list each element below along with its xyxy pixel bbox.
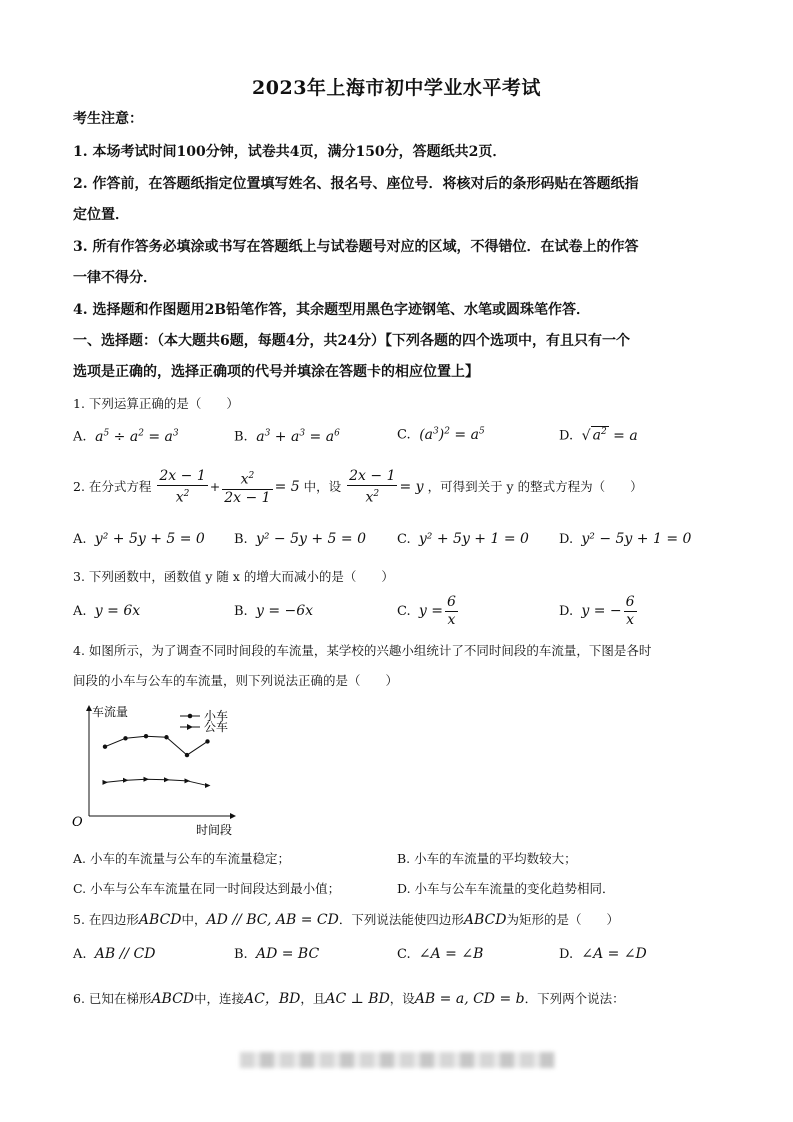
car-point-6 <box>205 739 209 743</box>
option-label: A. <box>73 604 87 619</box>
legend-marker-bus <box>187 724 193 730</box>
q3-option-d <box>559 594 639 629</box>
series-line-bus <box>105 779 208 785</box>
q2-stem-suffix: ，可得到关于 y 的整式方程为（ ） <box>427 478 643 494</box>
q3-option-d-formula: y = − <box>581 603 622 619</box>
q3-option-a-formula: y = 6x <box>94 603 141 619</box>
notice-line: 1. 本场考试时间100分钟，试卷共4页，满分150分，答题纸共2页． <box>73 144 507 160</box>
bus-point-6 <box>205 783 211 788</box>
q5-stem-mid: 中， <box>181 912 207 927</box>
q2-option-c <box>397 531 529 547</box>
traffic-chart <box>70 700 250 840</box>
q3-option-c <box>397 594 460 629</box>
option-label: D. <box>559 604 574 619</box>
q5-option-c-formula: ∠A = ∠B <box>418 946 484 962</box>
q3-option-a <box>73 603 140 619</box>
option-label: C. <box>397 947 411 962</box>
option-label: B. <box>234 532 248 547</box>
q4-option-a: A. 小车的车流量与公车的车流量稳定； <box>73 851 290 866</box>
q1-option-c-formula: $(a^3)^2 = a^5$ <box>414 426 485 443</box>
q1-option-b <box>234 428 340 445</box>
q6-stem-mid: ，且 <box>300 991 326 1006</box>
q1-option-d-formula: √ $a^2 = a$ <box>577 427 638 444</box>
q1-option-d <box>559 426 638 444</box>
q2-option-b-formula: y² − 5y + 5 = 0 <box>255 531 366 547</box>
notice-line: 4. 选择题和作图题用2B铅笔作答，其余题型用黑色字迹钢笔、水笔或圆珠笔作答． <box>73 302 591 318</box>
q1-option-a <box>73 428 179 445</box>
q5-stem <box>73 910 619 928</box>
legend-label-bus: 公车 <box>204 720 229 734</box>
notice-heading: 考生注意： <box>73 111 143 127</box>
section-heading: 一、选择题：（本大题共6题，每题4分，共24分）【下列各题的四个选项中，有且只有一个 <box>73 333 630 349</box>
q6-stem-mid: 中，连接 <box>194 991 245 1006</box>
origin-label: O <box>72 815 83 830</box>
plot-area <box>103 734 211 788</box>
notice-line: 定位置． <box>73 207 129 223</box>
q6-stem-end: ．下列两个说法： <box>524 991 625 1006</box>
bus-point-1 <box>103 780 109 785</box>
q5-quad: ABCD <box>463 912 507 928</box>
q2-option-a <box>73 531 205 547</box>
q5-option-b-formula: AD = BC <box>255 946 320 962</box>
q3-option-c-formula: y = <box>418 603 443 619</box>
fraction: $\frac{2x - 1}{x^2}$ <box>349 468 396 506</box>
q4-option-d: D. 小车与公车车流量的变化趋势相同． <box>397 881 615 896</box>
q5-quad: ABCD <box>138 912 182 928</box>
fraction: $\frac{6}{x}$ <box>446 594 456 628</box>
bus-point-4 <box>164 777 170 782</box>
q2-stem-prefix: 2. 在分式方程 <box>73 478 152 494</box>
blurred-watermark <box>240 1052 555 1068</box>
q3-option-b <box>234 603 313 619</box>
bus-point-5 <box>185 778 191 783</box>
q2-option-d-formula: y² − 5y + 1 = 0 <box>581 531 692 547</box>
option-label: D. <box>559 532 574 547</box>
q5-option-d-formula: ∠A = ∠D <box>581 946 647 962</box>
option-label: C. <box>397 604 411 619</box>
q5-stem-suffix: ．下列说法能使四边形 <box>338 912 464 927</box>
q5-option-a-formula: AB // CD <box>94 946 156 962</box>
q4-stem-line: 4. 如图所示，为了调查不同时间段的车流量，某学校的兴趣小组统计了不同时间段的车流量，下图是各时 <box>73 643 652 658</box>
q3-stem: 3. 下列函数中，函数值 y 随 x 的增大而减小的是（ ） <box>73 569 394 584</box>
car-point-5 <box>185 753 189 757</box>
q5-option-d <box>559 946 647 962</box>
q6-assign: AB = a, CD = b <box>414 991 525 1007</box>
car-point-3 <box>144 734 148 738</box>
option-label: A. <box>73 532 87 547</box>
option-label: B. <box>234 604 248 619</box>
option-label: B. <box>234 947 248 962</box>
q5-condition: AD // BC, AB = CD <box>206 912 339 928</box>
fraction: $\frac{6}{x}$ <box>625 594 635 628</box>
q2-option-a-formula: y² + 5y + 5 = 0 <box>94 531 205 547</box>
q5-option-c <box>397 946 483 962</box>
option-label: C. <box>397 532 411 547</box>
q4-option-b: B. 小车的车流量的平均数较大； <box>397 851 577 866</box>
legend-label-car: 小车 <box>204 709 229 723</box>
q2-option-d <box>559 531 691 547</box>
q2-stem-mid: 中，设 <box>303 478 342 494</box>
q4-stem-line: 间段的小车与公车的车流量，则下列说法正确的是（ ） <box>73 673 399 688</box>
q6-diagonals: AC，BD <box>244 991 301 1007</box>
q4-option-c: C. 小车与公车车流量在同一时间段达到最小值； <box>73 881 341 896</box>
option-label: B. <box>234 429 248 445</box>
q5-option-b <box>234 946 319 962</box>
series-line-car <box>105 736 208 755</box>
q5-stem-end: 为矩形的是（ ） <box>506 912 619 927</box>
q3-option-b-formula: y = −6x <box>255 603 314 619</box>
option-label: D. <box>559 428 574 444</box>
q2-option-c-formula: y² + 5y + 1 = 0 <box>418 531 529 547</box>
legend <box>180 709 228 734</box>
option-label: A. <box>73 947 87 962</box>
q1-option-c <box>397 426 485 443</box>
car-point-4 <box>164 735 168 739</box>
option-label: C. <box>397 427 411 443</box>
bus-point-2 <box>123 778 129 783</box>
fraction: $\frac{2x - 1}{x^2}$ <box>159 468 206 506</box>
q5-option-a <box>73 946 155 962</box>
option-label: A. <box>73 429 87 445</box>
bus-point-3 <box>144 777 150 782</box>
car-point-2 <box>123 736 127 740</box>
legend-marker-car <box>188 714 193 719</box>
q1-stem: 1. 下列运算正确的是（ ） <box>73 396 239 411</box>
q2-option-b <box>234 531 366 547</box>
q2-stem: 2. 在分式方程 $\frac{2x - 1}{x^2}$ + $\frac{x^2}{2x - 1}$ = 5 中，设 $\frac{2x - 1}{x^2}$ = y ，可得到关于 y 的整式方程为（ ） <box>73 468 643 506</box>
notice-line: 一律不得分． <box>73 270 157 286</box>
car-point-1 <box>103 745 107 749</box>
notice-line: 2. 作答前，在答题纸指定位置填写姓名、报名号、座位号．将核对后的条形码贴在答题纸指 <box>73 176 639 192</box>
q1-option-b-formula: $a^3 + a^3 = a^6$ <box>251 428 340 445</box>
q6-quad: ABCD <box>151 991 195 1007</box>
q6-stem-mid: ，设 <box>389 991 415 1006</box>
q5-stem-prefix: 5. 在四边形 <box>73 912 139 927</box>
q6-perp: AC ⊥ BD <box>325 991 390 1007</box>
section-heading: 选项是正确的，选择正确项的代号并填涂在答题卡的相应位置上】 <box>73 364 479 380</box>
notice-line: 3. 所有作答务必填涂或书写在答题纸上与试卷题号对应的区域，不得错位．在试卷上的作答 <box>73 239 639 255</box>
x-axis-label: 时间段 <box>196 823 233 837</box>
y-axis-label: 车流量 <box>92 705 129 719</box>
q6-stem <box>73 988 625 1008</box>
q1-option-a-formula: $a^5 \div a^2 = a^3$ <box>90 428 179 445</box>
option-label: D. <box>559 947 574 962</box>
q6-stem-prefix: 6. 已知在梯形 <box>73 991 152 1006</box>
page-title: 2023年上海市初中学业水平考试 <box>252 77 541 99</box>
fraction: $\frac{x^2}{2x - 1}$ <box>222 468 272 507</box>
